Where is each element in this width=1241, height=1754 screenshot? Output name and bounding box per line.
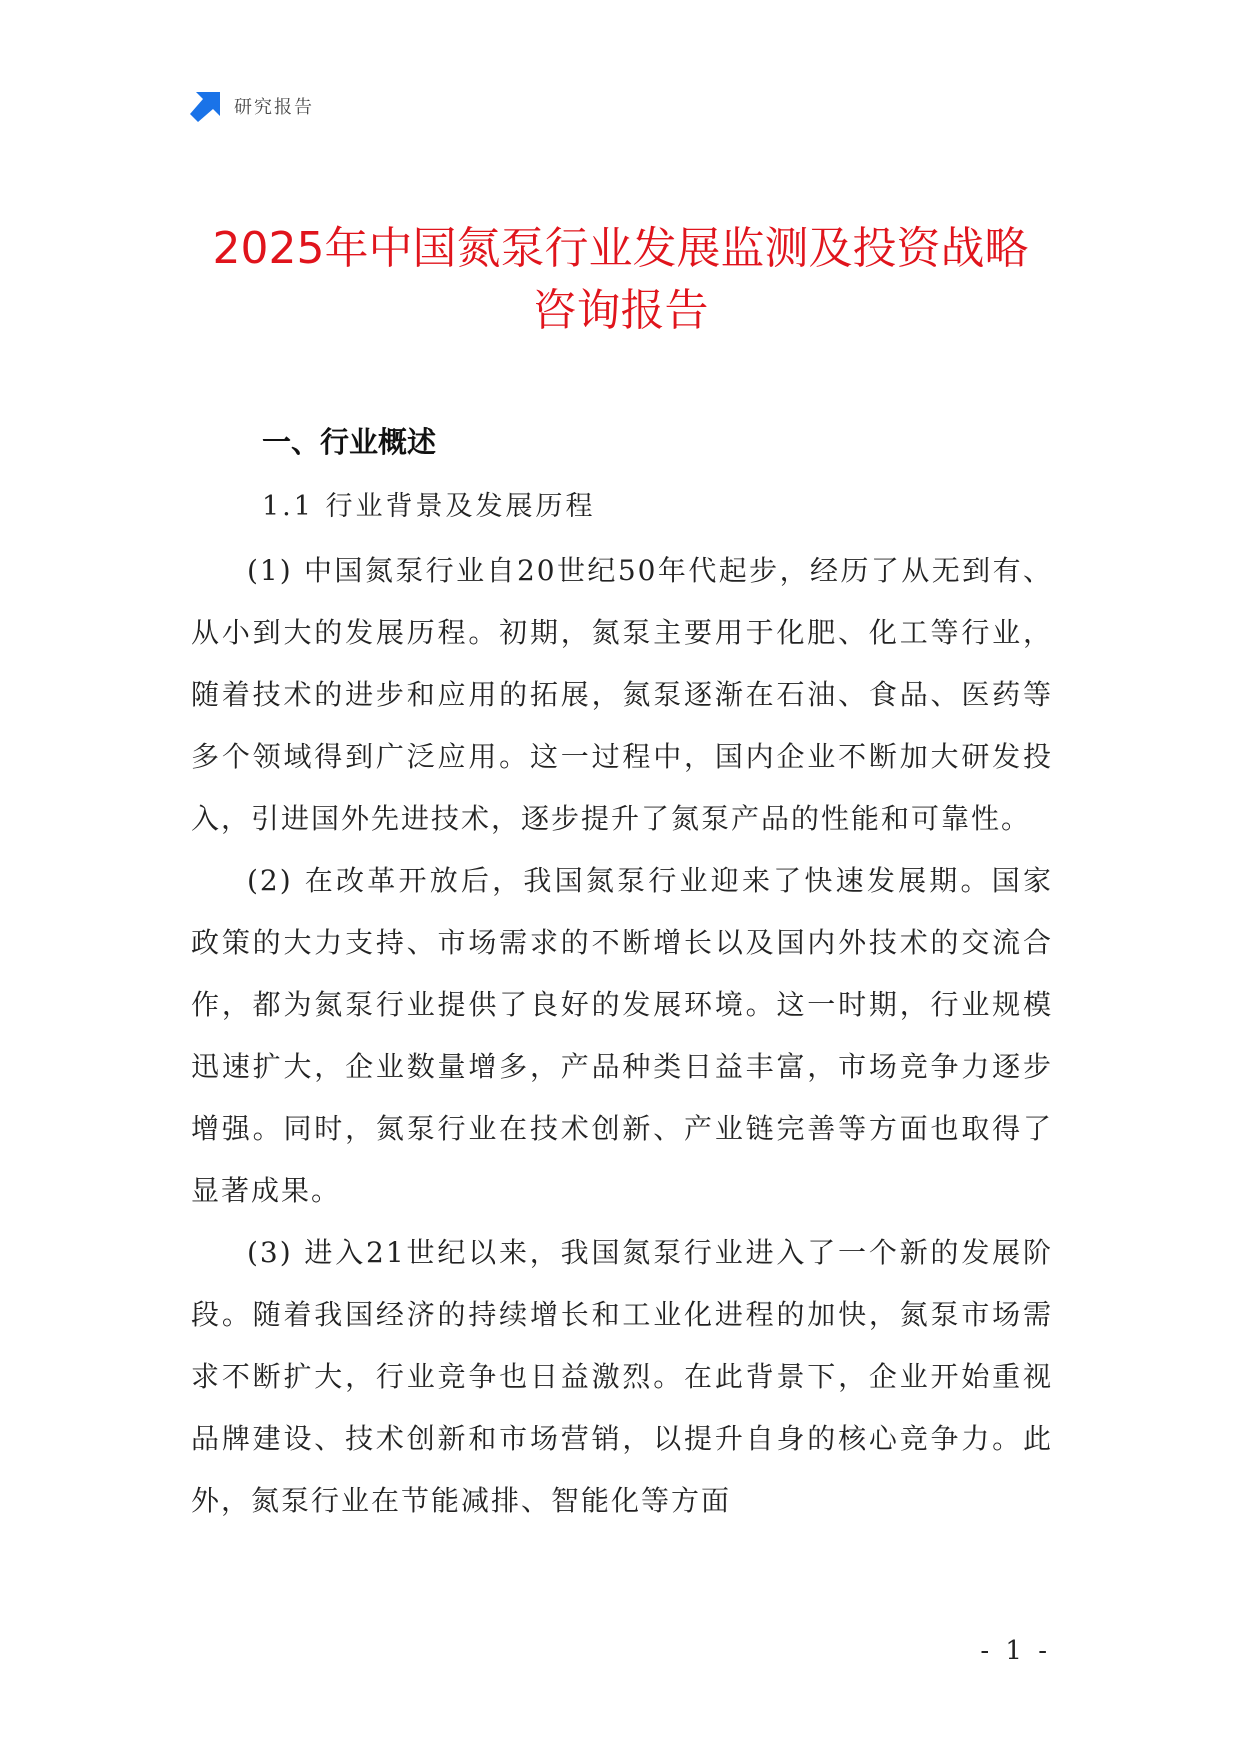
subsection-heading-1-1: 1.1 行业背景及发展历程 [262,491,596,522]
paragraph-2: (2) 在改革开放后，我国氮泵行业迎来了快速发展期。国家政策的大力支持、市场需求的不断增长以及国内外技术的交流合作，都为氮泵行业提供了良好的发展环境。这一时期，行业规模迅速扩大，企业数量增多，产品种类日益丰富，市场竞争力逐步增强。同时，氮泵行业在技术创新、产业链完善等方面也取得了显著成果。 [191,864,1053,1207]
header-label: 研究报告 [234,97,314,118]
report-title-line-2: 咨询报告 [532,285,709,336]
paragraph-1: (1) 中国氮泵行业自20世纪50年代起步，经历了从无到有、从小到大的发展历程。初期，氮泵主要用于化肥、化工等行业，随着技术的进步和应用的拓展，氮泵逐渐在石油、食品、医药等多个领域得到广泛应用。这一过程中，国内企业不断加大研发投入，引进国外先进技术，逐步提升了氮泵产品的性能和可靠性。 [191,554,1053,835]
page-number: - 1 - [980,1636,1051,1666]
section-heading-1: 一、行业概述 [262,425,437,459]
report-title-line-1: 2025年中国氮泵行业发展监测及投资战略 [212,223,1029,274]
report-header [190,88,314,124]
report-title [150,218,1091,342]
body-text [191,540,1053,1532]
paragraph-3: (3) 进入21世纪以来，我国氮泵行业进入了一个新的发展阶段。随着我国经济的持续增长和工业化进程的加快，氮泵市场需求不断扩大，行业竞争也日益激烈。在此背景下，企业开始重视品牌建设、技术创新和市场营销，以提升自身的核心竞争力。此外，氮泵行业在节能减排、智能化等方面 [191,1236,1053,1517]
arrow-up-right-logo-icon [190,90,222,122]
